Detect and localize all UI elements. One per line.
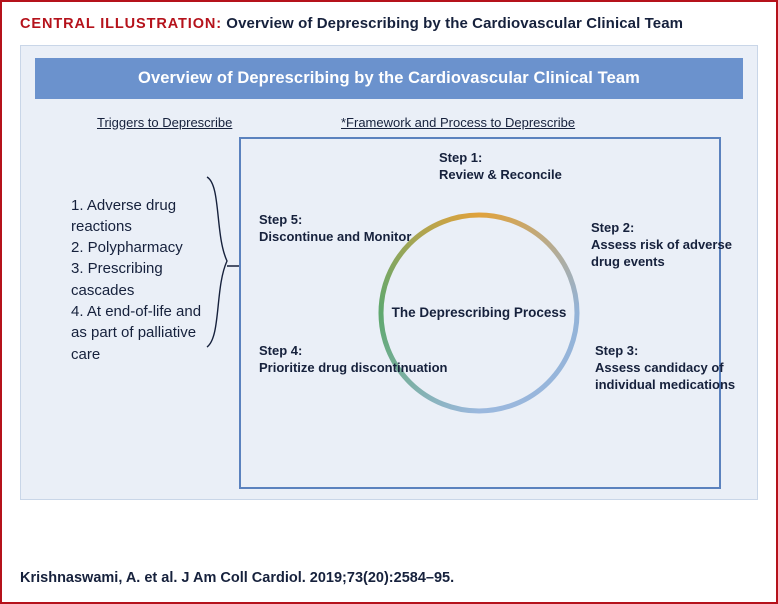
step-2-name: Step 2:	[591, 219, 635, 235]
list-item: 3. Prescribing cascades	[71, 260, 163, 299]
step-5-name: Step 5:	[259, 211, 303, 227]
step-3	[595, 342, 743, 393]
panel-title: Overview of Deprescribing by the Cardiovascular Clinical Team	[35, 58, 743, 99]
step-4-name: Step 4:	[259, 342, 303, 358]
panel-body	[35, 99, 743, 489]
framework-column-label: *Framework and Process to Deprescribe	[341, 114, 576, 130]
step-3-text: Assess candidacy of individual medications	[595, 359, 736, 392]
illustration-panel	[20, 45, 758, 500]
list-item: 1. Adverse drug reactions	[71, 196, 177, 235]
figure-header	[16, 12, 762, 43]
step-1-name: Step 1:	[439, 149, 483, 165]
step-2-text: Assess risk of adverse drug events	[591, 236, 732, 269]
step-4	[259, 342, 448, 376]
page-title: Overview of Deprescribing by the Cardiovascular Clinical Team	[226, 15, 684, 32]
list-item: 4. At end-of-life and as part of palliative care	[71, 303, 202, 363]
step-3-name: Step 3:	[595, 342, 639, 358]
step-5-text: Discontinue and Monitor	[259, 228, 412, 244]
central-illustration-label: CENTRAL ILLUSTRATION:	[20, 16, 223, 32]
citation: Krishnaswami, A. et al. J Am Coll Cardiol. 2019;73(20):2584–95.	[20, 570, 455, 586]
step-2	[591, 219, 743, 270]
step-4-text: Prioritize drug discontinuation	[259, 359, 448, 375]
step-5	[259, 211, 411, 245]
step-1	[439, 149, 562, 183]
ring-center-label: The Deprescribing Process	[391, 305, 567, 321]
step-1-text: Review & Reconcile	[439, 166, 562, 182]
triggers-column-label: Triggers to Deprescribe	[97, 114, 233, 130]
list-item: 2. Polypharmacy	[71, 239, 183, 257]
triggers-list	[71, 195, 221, 365]
